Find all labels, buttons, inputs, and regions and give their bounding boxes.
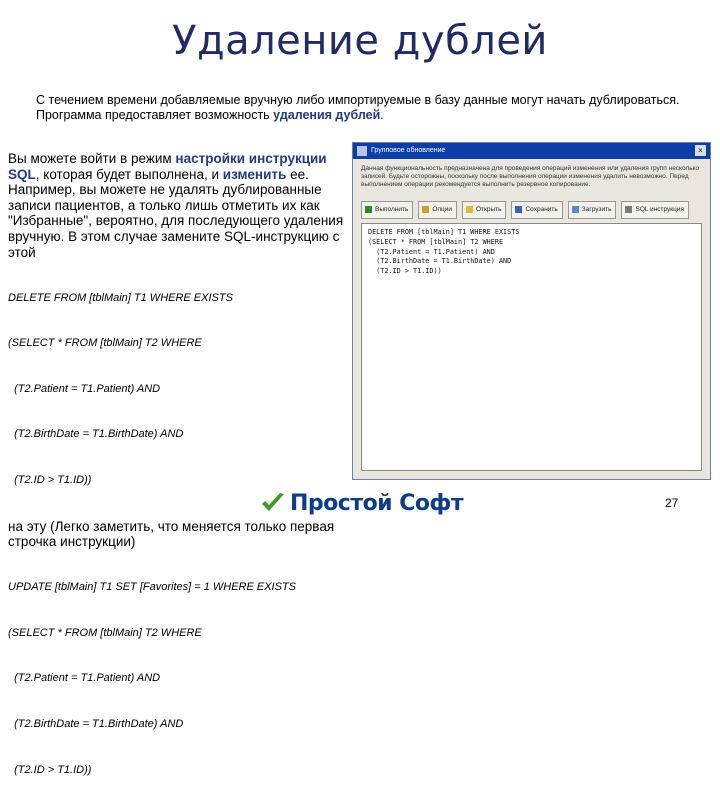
- app-window-screenshot: [352, 142, 711, 480]
- intro-highlight: удаления дублей: [273, 108, 381, 122]
- sql-instruction-button[interactable]: [621, 201, 689, 219]
- slide-title: Удаление дублей: [172, 18, 548, 64]
- intro-text-2: .: [380, 108, 384, 122]
- code-line: UPDATE [tblMain] T1 SET [Favorites] = 1 WHERE EXISTS: [8, 581, 297, 594]
- window-titlebar: [353, 143, 710, 159]
- code-line: DELETE FROM [tblMain] T1 WHERE EXISTS: [8, 291, 233, 304]
- window-description: Данная функциональность предназначена для проведения операций изменения или удаления групп несколько записей. Будьте осторожны, поскольку после выполнения операции изменения удалить невозможно. Перед выполнением операции рекомендуется выполнить резервное копирование.: [361, 165, 700, 188]
- load-icon: [572, 206, 579, 213]
- logo-text: Простой Софт: [290, 490, 464, 516]
- p1-text-b: , которая будет выполнена, и: [35, 166, 223, 182]
- intro-text-1: С течением времени добавляемые вручную либо импортируемые в базу данные могут начать дублироваться. Программа предоставляет возможность: [36, 93, 680, 122]
- checkmark-icon: [260, 491, 286, 515]
- paragraph-2: на эту (Легко заметить, что меняется только первая строчка инструкции): [8, 518, 335, 550]
- code-block-delete: [8, 260, 348, 518]
- save-button[interactable]: [511, 201, 562, 219]
- run-label: Выполнить: [375, 206, 409, 213]
- editor-line: (SELECT * FROM [tblMain] T2 WHERE: [368, 237, 504, 246]
- code-line: (SELECT * FROM [tblMain] T2 WHERE: [8, 626, 202, 639]
- open-button[interactable]: [462, 201, 507, 219]
- folder-icon: [466, 206, 473, 213]
- options-button[interactable]: [418, 201, 457, 219]
- editor-line: (T2.BirthDate = T1.BirthDate) AND: [368, 257, 512, 266]
- editor-line: (T2.ID > T1.ID)): [368, 267, 442, 276]
- p1-text-a: Вы можете войти в режим: [8, 151, 176, 166]
- code-line: (T2.ID > T1.ID)): [8, 763, 92, 776]
- sql-icon: [625, 206, 632, 213]
- p1-highlight-edit: изменить: [222, 166, 287, 182]
- window-title: Групповое обновление: [371, 147, 446, 154]
- paragraph-1: [8, 151, 348, 260]
- company-logo: [260, 488, 463, 518]
- options-label: Опции: [432, 206, 452, 213]
- code-line: (T2.ID > T1.ID)): [8, 474, 92, 486]
- intro-paragraph: [36, 93, 696, 123]
- editor-line: DELETE FROM [tblMain] T1 WHERE EXISTS: [368, 228, 520, 236]
- app-icon: [357, 146, 367, 156]
- run-button[interactable]: [361, 201, 413, 219]
- code-line: (T2.BirthDate = T1.BirthDate) AND: [8, 718, 184, 731]
- p1-highlight-sql: настройки инструкции SQL: [8, 151, 327, 182]
- options-icon: [422, 206, 429, 213]
- editor-line: (T2.Patient = T1.Patient) AND: [368, 247, 495, 256]
- sql-editor[interactable]: [361, 223, 702, 471]
- code-line: (T2.BirthDate = T1.BirthDate) AND: [8, 428, 184, 441]
- run-icon: [365, 206, 372, 213]
- left-column: [8, 151, 348, 808]
- sql-label: SQL инструкция: [635, 206, 685, 213]
- load-button[interactable]: [568, 201, 617, 219]
- load-label: Загрузить: [581, 206, 612, 213]
- code-line: (SELECT * FROM [tblMain] T2 WHERE: [8, 337, 202, 350]
- open-label: Открыть: [475, 206, 502, 213]
- window-toolbar: [361, 201, 702, 219]
- p1-text-c: ее. Например, вы можете не удалять дублированные записи пациентов, а только лишь отметить их как "Избранные", вероятно, для последующего удаления вручную. В этом случае замените SQL-инструкцию с этой: [8, 166, 344, 260]
- code-line: (T2.Patient = T1.Patient) AND: [8, 382, 161, 395]
- page-number: 27: [665, 496, 679, 510]
- code-block-update: [8, 550, 348, 808]
- save-label: Сохранить: [525, 206, 558, 213]
- save-icon: [515, 206, 522, 213]
- code-line: (T2.Patient = T1.Patient) AND: [8, 672, 161, 685]
- close-button[interactable]: ×: [695, 145, 706, 156]
